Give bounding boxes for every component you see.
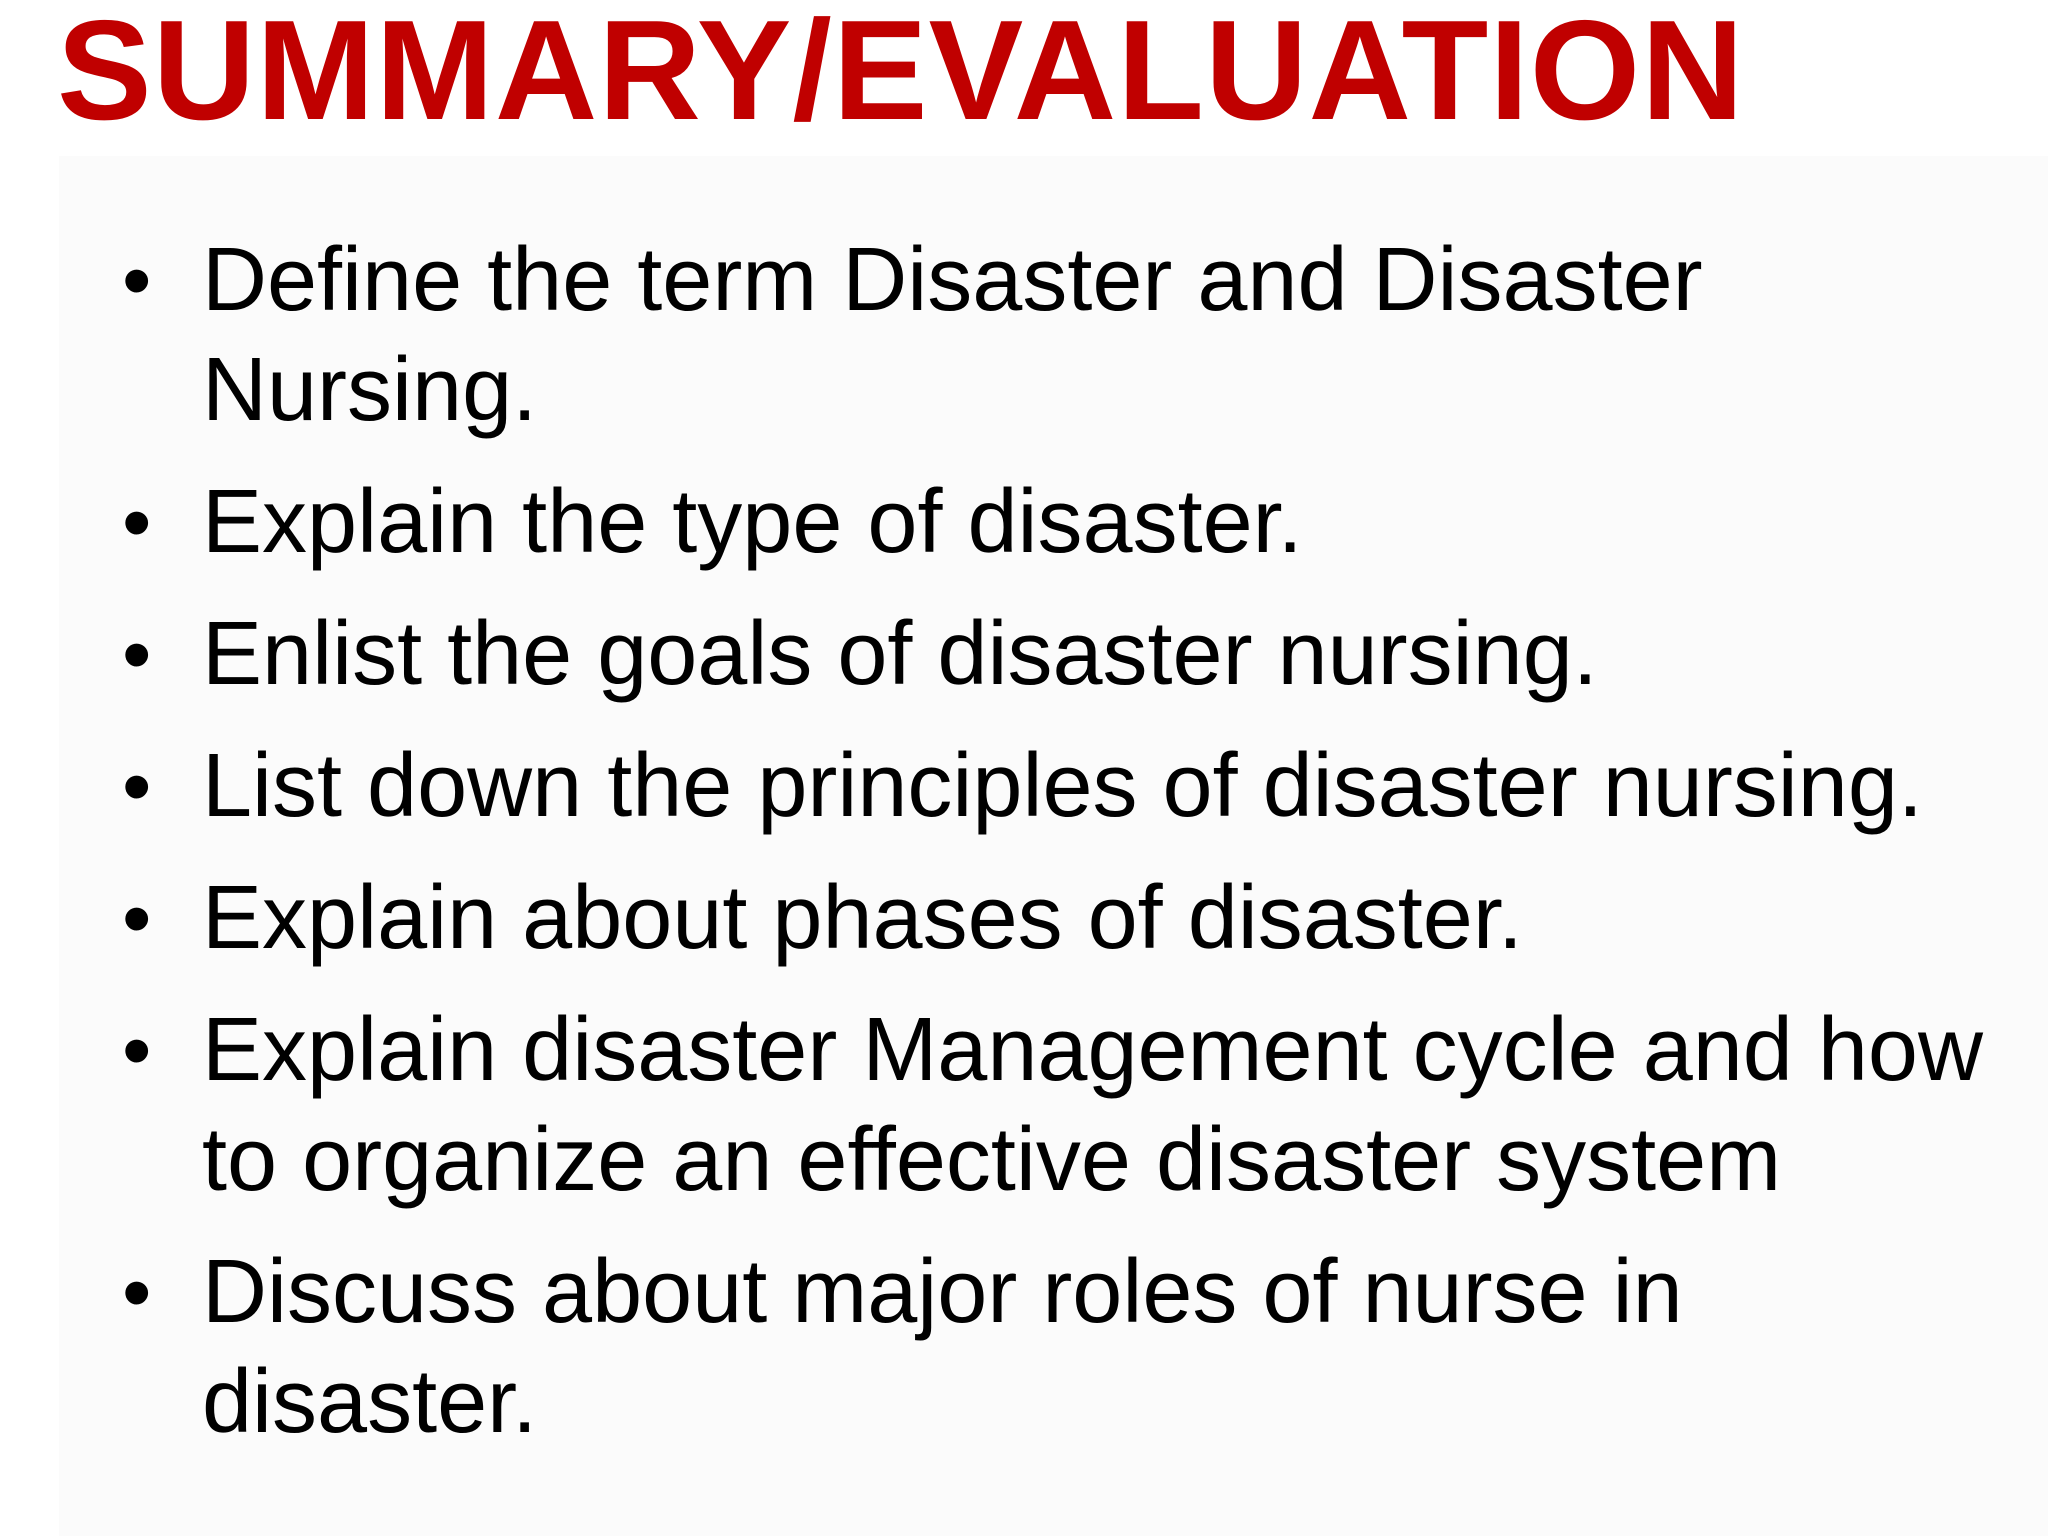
bullet-nursing-principles bbox=[122, 731, 2022, 841]
bullet-text: List down the principles of disaster nursing. bbox=[202, 736, 1923, 836]
bullet-nurse-roles bbox=[122, 1237, 2022, 1457]
bullet-text: Explain about phases of disaster. bbox=[202, 868, 1523, 968]
bullet-icon: • bbox=[122, 1003, 152, 1097]
bullet-icon: • bbox=[122, 871, 152, 965]
bullet-icon: • bbox=[122, 233, 152, 327]
bullet-icon: • bbox=[122, 739, 152, 833]
bullet-text: Explain the type of disaster. bbox=[202, 472, 1303, 572]
bullet-icon: • bbox=[122, 607, 152, 701]
slide-title: SUMMARY/EVALUATION bbox=[57, 0, 1745, 150]
bullet-text: Define the term Disaster and Disaster Nursing. bbox=[202, 230, 1703, 440]
bullet-icon: • bbox=[122, 1245, 152, 1339]
bullet-icon: • bbox=[122, 475, 152, 569]
bullet-text: Explain disaster Management cycle and how to organize an effective disaster system bbox=[202, 1000, 1983, 1210]
bullet-text: Enlist the goals of disaster nursing. bbox=[202, 604, 1598, 704]
bullet-text: Discuss about major roles of nurse in disaster. bbox=[202, 1242, 1683, 1452]
bullet-management-cycle bbox=[122, 995, 2022, 1215]
summary-bullet-list bbox=[122, 225, 2022, 1479]
bullet-nursing-goals bbox=[122, 599, 2022, 709]
bullet-define-disaster bbox=[122, 225, 2022, 445]
bullet-disaster-types bbox=[122, 467, 2022, 577]
bullet-disaster-phases bbox=[122, 863, 2022, 973]
